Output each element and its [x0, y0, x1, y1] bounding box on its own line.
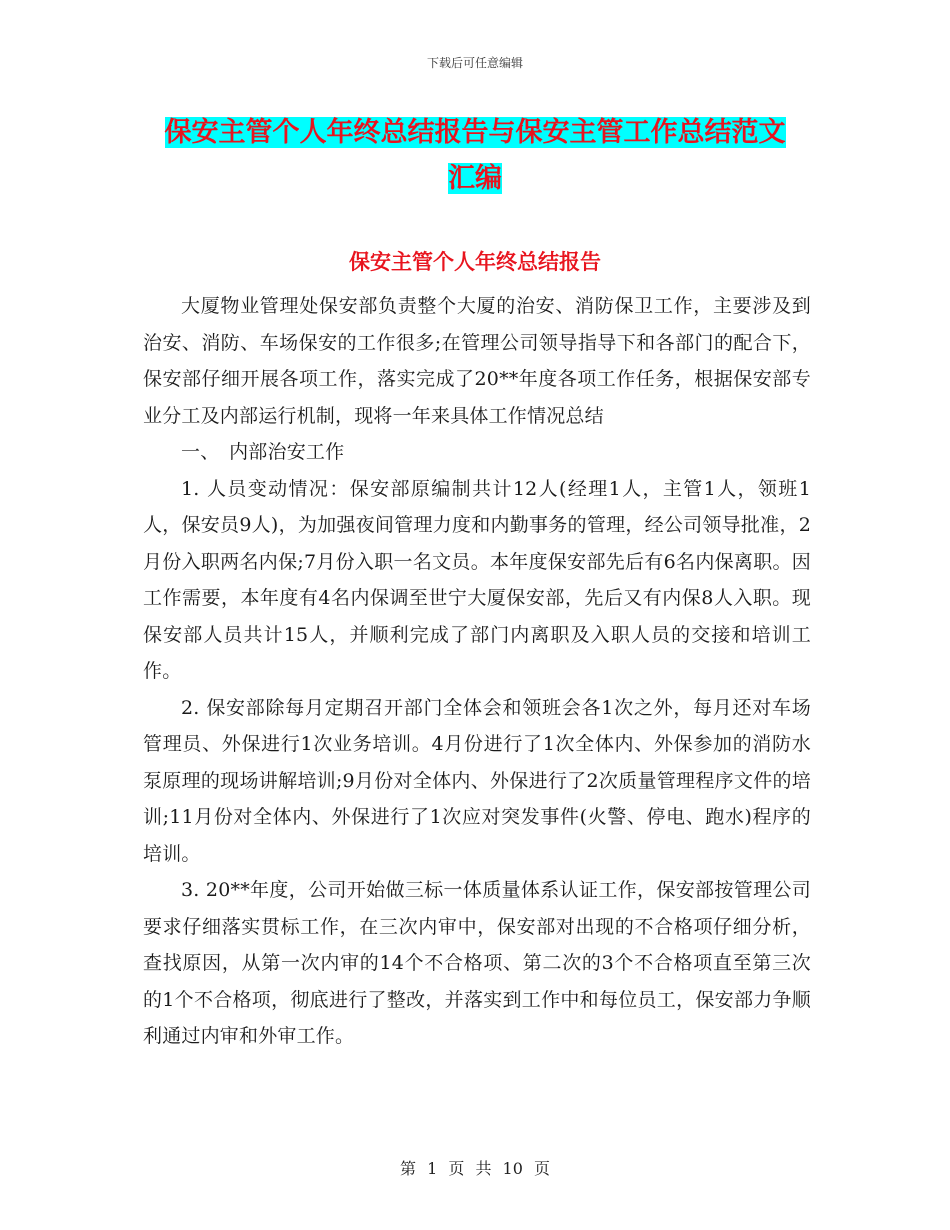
document-title-line2: 汇编 [448, 163, 502, 194]
header-note: 下载后可任意编辑 [426, 56, 523, 70]
paragraph-quality-certification: 3. 20**年度，公司开始做三标一体质量体系认证工作，保安部按管理公司要求仔细落实贯标工作，在三次内审中，保安部对出现的不合格项仔细分析，查找原因，从第一次内审的14个不合格项、第二次的3个不合格项直至第三次的1个不合格项，彻底进行了整改，并落实到工作中和每位员工，保安部力争顺利通过内审和外审工作。 [143, 879, 811, 1047]
document-title-line1: 保安主管个人年终总结报告与保安主管工作总结范文 [164, 117, 786, 148]
paragraph-staff-changes: 1. 人员变动情况：保安部原编制共计12人(经理1人，主管1人，领班1人，保安员9人)，为加强夜间管理力度和内勤事务的管理，经公司领导批准，2月份入职两名内保;7月份入职一名文员。本年度保安部先后有6名内保离职。因工作需要，本年度有4名内保调至世宁大厦保安部，先后又有内保8人入职。现保安部人员共计15人，并顺利完成了部门内离职及入职人员的交接和培训工作。 [143, 477, 811, 682]
paragraph-training: 2. 保安部除每月定期召开部门全体会和领班会各1次之外，每月还对车场管理员、外保进行1次业务培训。4月份进行了1次全体内、外保参加的消防水泵原理的现场讲解培训;9月份对全体内、外保进行了2次质量管理程序文件的培训;11月份对全体内、外保进行了1次应对突发事件(火警、停电、跑水)程序的培训。 [143, 696, 811, 865]
document-body [143, 288, 811, 1055]
section-title: 保安主管个人年终总结报告 [349, 249, 601, 274]
document-title [140, 110, 810, 202]
paragraph-heading-internal-security: 一、 内部治安工作 [181, 441, 345, 463]
paragraph-intro: 大厦物业管理处保安部负责整个大厦的治安、消防保卫工作，主要涉及到治安、消防、车场保安的工作很多;在管理公司领导指导下和各部门的配合下，保安部仔细开展各项工作，落实完成了20**年度各项工作任务，根据保安部专业分工及内部运行机制，现将一年来具体工作情况总结 [143, 295, 811, 427]
page-footer: 第 1 页 共 10 页 [400, 1159, 550, 1178]
